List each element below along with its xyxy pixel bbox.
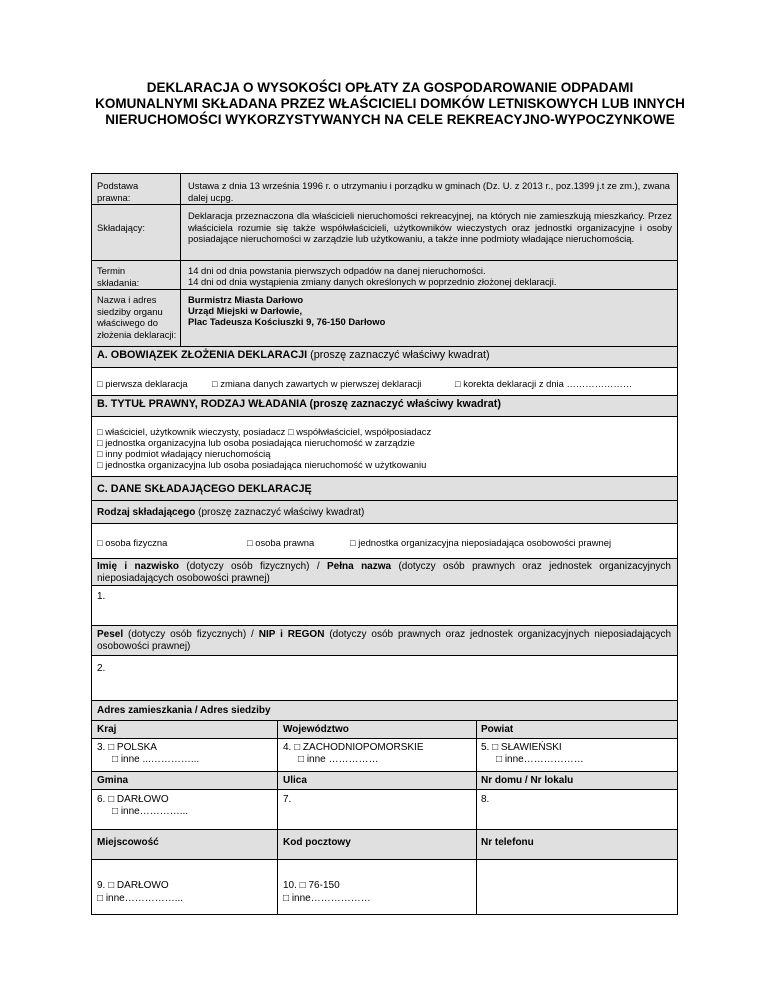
label-podstawa: Podstawa prawna:: [97, 180, 139, 203]
line-after-pesel-header: [91, 655, 678, 656]
checkbox-jednostka[interactable]: □ jednostka organizacyjna nieposiadająca osobowości prawnej: [350, 537, 612, 548]
header-kraj: Kraj: [97, 724, 117, 735]
line-before-pesel: [91, 625, 678, 626]
rodzaj-note: (proszę zaznaczyć właściwy kwadrat): [198, 507, 365, 518]
pesel-note-1: (dotyczy osób fizycznych) /: [128, 629, 254, 640]
label-termin: Termin składania:: [97, 265, 140, 288]
address-row2-header-bg: [92, 771, 677, 789]
label-organ: Nazwa i adres siedziby organu właściwego do złożenia deklaracji:: [97, 294, 177, 340]
table-border-left: [91, 173, 92, 915]
powiat-option-inne[interactable]: □ inne………………: [496, 754, 584, 765]
name-note-2: (dotyczy osób prawnych oraz jednostek organizacyjnych nieposiadających osobowości prawnej): [97, 561, 671, 584]
name-heading: [97, 561, 671, 585]
line-before-row2: [91, 771, 678, 772]
line-before-c: [91, 476, 678, 477]
gmina-option-inne[interactable]: □ inne…………...: [112, 806, 189, 817]
address-row1-header-bg: [92, 720, 677, 738]
checkbox-zarzad[interactable]: □ jednostka organizacyjna lub osoba posiadająca nieruchomość w zarządzie: [97, 437, 415, 448]
header-kod-pocztowy: Kod pocztowy: [283, 837, 351, 848]
checkbox-osoba-prawna[interactable]: □ osoba prawna: [247, 537, 315, 548]
address-row3-header-bg: [92, 829, 677, 859]
powiat-option-slawienski[interactable]: 5. □ SŁAWIEŃSKI: [481, 742, 562, 753]
text-podstawa: Ustawa z dnia 13 września 1996 r. o utrzymaniu i porządku w gminach (Dz. U. z 2013 r., poz.1399 j.t ze zm.), zwana dalej ucpg.: [188, 180, 670, 203]
text-organ-1: Burmistrz Miasta Darłowo: [188, 294, 304, 305]
header-nr-domu: Nr domu / Nr lokalu: [481, 775, 574, 786]
address-col-divider-2: [476, 720, 477, 914]
section-b-heading: B. TYTUŁ PRAWNY, RODZAJ WŁADANIA (proszę zaznaczyć właściwy kwadrat): [97, 398, 501, 410]
text-termin-1: 14 dni od dnia powstania pierwszych odpadów na danej nieruchomości.: [188, 265, 486, 276]
checkbox-wlasciciel[interactable]: □ właściciel, użytkownik wieczysty, posiadacz □ współwłaściciel, współposiadacz: [97, 426, 432, 437]
kraj-option-inne[interactable]: □ inne ...…………...: [112, 754, 200, 765]
address-heading: Adres zamieszkania / Adres siedziby: [97, 705, 271, 716]
nr-domu-field[interactable]: 8.: [481, 794, 490, 805]
header-miejscowosc: Miejscowość: [97, 837, 159, 848]
address-col-divider-1: [277, 720, 278, 914]
pesel-bold-1: Pesel: [97, 629, 124, 640]
header-wojewodztwo: Województwo: [283, 724, 349, 735]
field-2-label: 2.: [97, 663, 106, 674]
line-after-row2-header: [91, 789, 678, 790]
label-skladajacy: Składający:: [97, 222, 145, 233]
telefon-input-area[interactable]: [477, 860, 676, 914]
rodzaj-heading: [97, 507, 677, 519]
kod-option-76150[interactable]: 10. □ 76-150: [283, 880, 340, 891]
checkbox-zmiana[interactable]: □ zmiana danych zawartych w pierwszej deklaracji: [212, 378, 422, 389]
kraj-option-polska[interactable]: 3. □ POLSKA: [97, 742, 157, 753]
line-after-podstawa: [91, 204, 678, 205]
rodzaj-title: Rodzaj składającego: [97, 507, 196, 518]
text-skladajacy: Deklaracja przeznaczona dla właścicieli nieruchomości rekreacyjnej, na których nie zamieszkują mieszkańcy. Przez właściciela rozumie się także współwłaścicieli, użytkowników wieczystych oraz jednostki organizacyjne i osoby posiadające nieruchomości w zarządzie lub użytkowaniu, a także inne podmioty władające nieruchomością.: [188, 210, 672, 244]
line-after-termin: [91, 289, 678, 290]
checkbox-uzytkowanie[interactable]: □ jednostka organizacyjna lub osoba posiadająca nieruchomość w użytkowaniu: [97, 459, 427, 470]
header-ulica: Ulica: [283, 775, 307, 786]
section-c-heading: C. DANE SKŁADAJĄCEGO DEKLARACJĘ: [97, 483, 312, 495]
checkbox-osoba-fizyczna[interactable]: □ osoba fizyczna: [97, 537, 168, 548]
header-powiat: Powiat: [481, 724, 514, 735]
section-a-note: (proszę zaznaczyć właściwy kwadrat): [310, 349, 490, 361]
text-organ-3: Plac Tadeusza Kościuszki 9, 76-150 Darłowo: [188, 316, 386, 327]
section-a-heading: [97, 350, 677, 362]
header-gmina: Gmina: [97, 775, 129, 786]
line-after-skladajacy: [91, 260, 678, 261]
header-nr-telefonu: Nr telefonu: [481, 837, 534, 848]
field-1-label: 1.: [97, 591, 106, 602]
section-a-title: A. OBOWIĄZEK ZŁOŻENIA DEKLARACJI: [97, 349, 308, 361]
name-bold-1: Imię i nazwisko: [97, 561, 179, 572]
line-before-name: [91, 558, 678, 559]
name-input-area[interactable]: [93, 586, 676, 625]
pesel-heading: [97, 629, 671, 653]
name-note-1: (dotyczy osób fizycznych) /: [186, 561, 320, 572]
checkbox-inny[interactable]: □ inny podmiot władający nieruchomością: [97, 448, 271, 459]
line-after-a-header: [91, 367, 678, 368]
checkbox-korekta[interactable]: □ korekta deklaracji z dnia …………………: [455, 378, 633, 389]
pesel-input-area[interactable]: [93, 656, 676, 700]
line-after-row3-header: [91, 859, 678, 860]
woj-option-zachodniopomorskie[interactable]: 4. □ ZACHODNIOPOMORSKIE: [283, 742, 424, 753]
line-after-name-header: [91, 585, 678, 586]
line-after-rodzaj-header: [91, 523, 678, 524]
line-before-b: [91, 395, 678, 396]
ulica-field[interactable]: 7.: [283, 794, 292, 805]
line-before-row3: [91, 829, 678, 830]
checkbox-pierwsza[interactable]: □ pierwsza deklaracja: [97, 378, 188, 389]
miejscowosc-option-darlowo[interactable]: 9. □ DARŁOWO: [97, 880, 169, 891]
line-before-address: [91, 700, 678, 701]
text-organ-2: Urząd Miejski w Darłowie,: [188, 305, 303, 316]
miejscowosc-option-inne[interactable]: □ inne……………...: [97, 893, 184, 904]
line-after-b-header: [91, 416, 678, 417]
document-title: DEKLARACJA O WYSOKOŚCI OPŁATY ZA GOSPODAROWANIE ODPADAMI KOMUNALNYMI SKŁADANA PRZEZ WŁAŚCICIELI DOMKÓW LETNISKOWYCH LUB INNYCH NIERUCHOMOŚCI WYKORZYSTYWANYCH NA CELE REKREACYJNO-WYPOCZYNKOWE: [95, 80, 685, 127]
table-border-right: [677, 173, 678, 915]
text-termin-2: 14 dni od dnia wystąpienia zmiany danych określonych w poprzednio złożonej deklaracji.: [188, 276, 557, 287]
line-after-row1-header: [91, 738, 678, 739]
line-top: [91, 173, 678, 174]
pesel-bold-2: NIP i REGON: [258, 629, 325, 640]
kod-option-inne[interactable]: □ inne………………: [283, 893, 371, 904]
line-before-a: [91, 346, 678, 347]
woj-option-inne[interactable]: □ inne ……………: [298, 754, 379, 765]
line-after-address-heading: [91, 720, 678, 721]
name-bold-2: Pełna nazwa: [327, 561, 392, 572]
line-bottom: [91, 914, 678, 915]
gmina-option-darlowo[interactable]: 6. □ DARŁOWO: [97, 794, 169, 805]
pesel-note-2: (dotyczy osób prawnych oraz jednostek organizacyjnych nieposiadających osobowości prawnej): [97, 629, 672, 652]
line-after-c-title: [91, 500, 678, 501]
